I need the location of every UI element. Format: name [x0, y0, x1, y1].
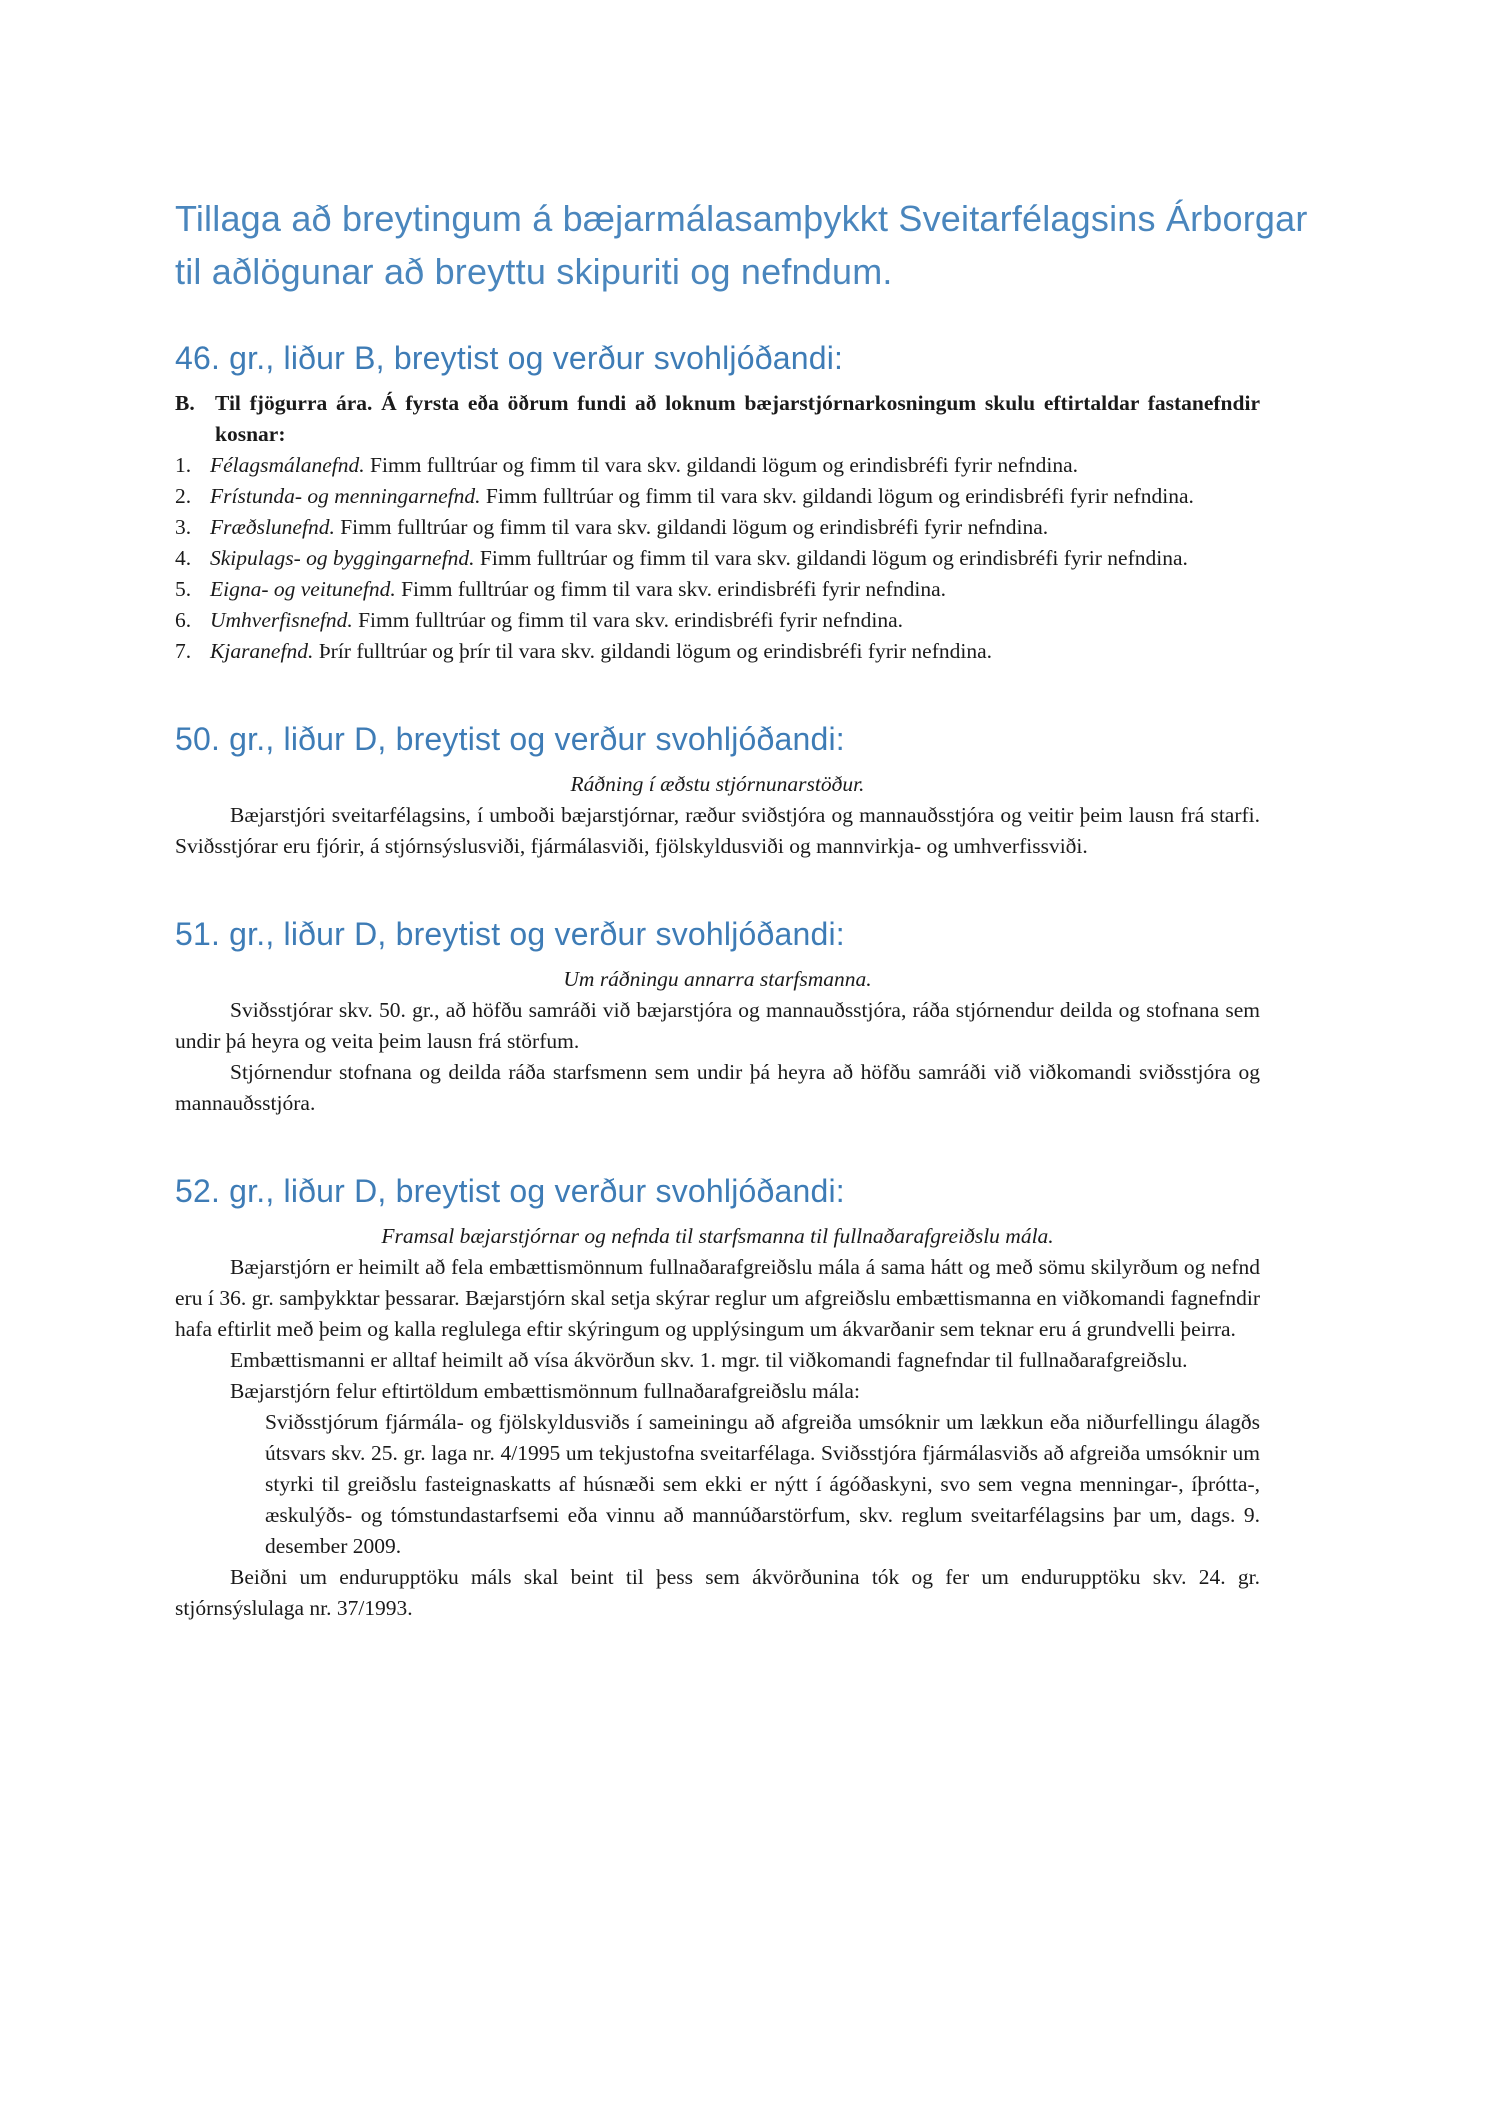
section-52-paragraph: Bæjarstjórn er heimilt að fela embættismönnum fullnaðarafgreiðslu mála á sama hátt og með sömu skilyrðum og nefnd eru í 36. gr. samþykktar þessarar. Bæjarstjórn skal setja skýrar reglur um afgreiðslu embættismanna en viðkomandi fagnefndir hafa eftirlit með þeim og kalla reglulega eftir skýringum og upplýsingum um ákvarðanir sem teknar eru á grundvelli þeirra. — [175, 1255, 1260, 1341]
committee-name: Skipulags- og byggingarnefnd. — [210, 546, 475, 570]
committee-name: Eigna- og veitunefnd. — [210, 577, 396, 601]
committee-name: Kjaranefnd. — [210, 639, 314, 663]
list-item-number: 5. — [175, 577, 192, 601]
committee-name: Fræðslunefnd. — [210, 515, 335, 539]
list-item — [175, 450, 1260, 481]
committee-name: Frístunda- og menningarnefnd. — [210, 484, 481, 508]
committee-description: Fimm fulltrúar og fimm til vara skv. erindisbréfi fyrir nefndina. — [358, 608, 904, 632]
committee-description: Fimm fulltrúar og fimm til vara skv. gildandi lögum og erindisbréfi fyrir nefndina. — [340, 515, 1049, 539]
list-item — [175, 512, 1260, 543]
document-title: Tillaga að breytingum á bæjarmálasamþykkt Sveitarfélagsins Árborgar til aðlögunar að breyttu skipuriti og nefndum. — [175, 198, 1308, 292]
section-50-subtitle: Ráðning í æðstu stjórnunarstöður. — [570, 772, 865, 796]
section-52-heading: 52. gr., liður D, breytist og verður svohljóðandi: — [175, 1173, 845, 1209]
list-item-text — [210, 543, 1260, 574]
committee-list — [175, 450, 1260, 667]
committee-name: Umhverfisnefnd. — [210, 608, 353, 632]
committee-description: Fimm fulltrúar og fimm til vara skv. erindisbréfi fyrir nefndina. — [401, 577, 947, 601]
list-item — [175, 605, 1260, 636]
section-46 — [175, 338, 1320, 667]
clause-b-text: Til fjögurra ára. Á fyrsta eða öðrum fundi að loknum bæjarstjórnarkosningum skulu eftirtaldar fastanefndir kosnar: — [215, 391, 1260, 446]
list-item-text — [210, 636, 1260, 667]
section-51-paragraph: Stjórnendur stofnana og deilda ráða starfsmenn sem undir þá heyra að höfðu samráði við viðkomandi sviðsstjóra og mannauðsstjóra. — [175, 1060, 1260, 1115]
list-item-text — [210, 481, 1260, 512]
clause-b-label: B. — [175, 391, 195, 415]
list-item-number: 4. — [175, 546, 192, 570]
section-46-heading: 46. gr., liður B, breytist og verður svohljóðandi: — [175, 340, 844, 376]
section-52-paragraph: Bæjarstjórn felur eftirtöldum embættismönnum fullnaðarafgreiðslu mála: — [230, 1379, 860, 1403]
list-item-text — [210, 450, 1260, 481]
list-item — [175, 481, 1260, 512]
committee-description: Fimm fulltrúar og fimm til vara skv. gildandi lögum og erindisbréfi fyrir nefndina. — [479, 546, 1188, 570]
committee-description: Fimm fulltrúar og fimm til vara skv. gildandi lögum og erindisbréfi fyrir nefndina. — [485, 484, 1194, 508]
committee-description: Fimm fulltrúar og fimm til vara skv. gildandi lögum og erindisbréfi fyrir nefndina. — [370, 453, 1079, 477]
list-item — [175, 543, 1260, 574]
section-51-paragraph: Sviðsstjórar skv. 50. gr., að höfðu samráði við bæjarstjóra og mannauðsstjóra, ráða stjórnendur deilda og stofnana sem undir þá heyra og veita þeim lausn frá störfum. — [175, 998, 1260, 1053]
list-item-number: 3. — [175, 515, 192, 539]
section-51 — [175, 914, 1320, 1119]
list-item-number: 2. — [175, 484, 192, 508]
list-item — [175, 636, 1260, 667]
clause-b — [175, 388, 1260, 450]
section-50-heading: 50. gr., liður D, breytist og verður svohljóðandi: — [175, 721, 845, 757]
list-item-text — [210, 605, 1260, 636]
list-item-number: 7. — [175, 639, 192, 663]
section-52-delegation-paragraph: Sviðsstjórum fjármála- og fjölskyldusviðs í sameiningu að afgreiða umsóknir um lækkun eða niðurfellingu álagðs útsvars skv. 25. gr. laga nr. 4/1995 um tekjustofna sveitarfélaga. Sviðsstjóra fjármálasviðs að afgreiða umsóknir um styrki til greiðslu fasteignaskatts af húsnæði sem ekki er nýtt í ágóðaskyni, svo sem vegna menningar-, íþrótta-, æskulýðs- og tómstundastarfsemi eða vinnu að mannúðarstörfum, skv. reglum sveitarfélagsins þar um, dags. 9. desember 2009. — [265, 1410, 1260, 1558]
section-52-paragraph: Embættismanni er alltaf heimilt að vísa ákvörðun skv. 1. mgr. til viðkomandi fagnefndar til fullnaðarafgreiðslu. — [230, 1348, 1188, 1372]
section-51-heading: 51. gr., liður D, breytist og verður svohljóðandi: — [175, 916, 845, 952]
section-52-closing-paragraph: Beiðni um endurupptöku máls skal beint til þess sem ákvörðunina tók og fer um endurupptöku skv. 24. gr. stjórnsýslulaga nr. 37/1993. — [175, 1565, 1260, 1620]
list-item — [175, 574, 1260, 605]
section-50-paragraph: Bæjarstjóri sveitarfélagsins, í umboði bæjarstjórnar, ræður sviðstjóra og mannauðsstjóra og veitir þeim lausn frá starfi. Sviðsstjórar eru fjórir, á stjórnsýslusviði, fjármálasviði, fjölskyldusviði og mannvirkja- og umhverfissviði. — [175, 803, 1260, 858]
committee-name: Félagsmálanefnd. — [210, 453, 365, 477]
list-item-number: 1. — [175, 453, 192, 477]
section-51-subtitle: Um ráðningu annarra starfsmanna. — [563, 967, 872, 991]
section-52-subtitle: Framsal bæjarstjórnar og nefnda til starfsmanna til fullnaðarafgreiðslu mála. — [381, 1224, 1054, 1248]
list-item-text — [210, 574, 1260, 605]
section-52 — [175, 1171, 1320, 1624]
committee-description: Þrír fulltrúar og þrír til vara skv. gildandi lögum og erindisbréfi fyrir nefndina. — [318, 639, 993, 663]
section-50 — [175, 719, 1320, 862]
list-item-number: 6. — [175, 608, 192, 632]
list-item-text — [210, 512, 1260, 543]
